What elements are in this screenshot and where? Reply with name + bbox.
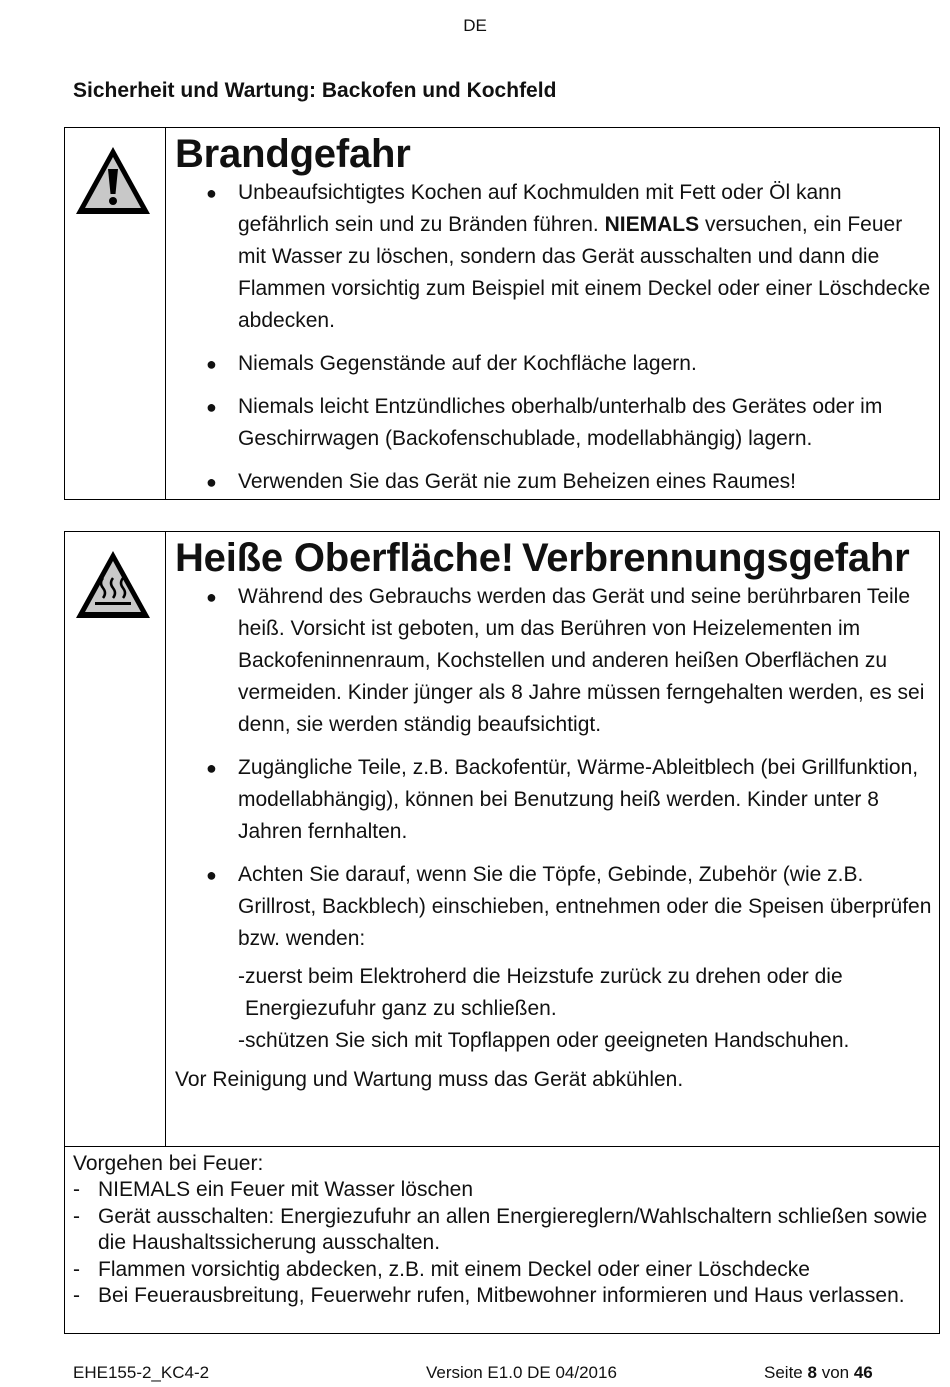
warning-triangle-icon [73, 144, 153, 218]
list-item: ● Unbeaufsichtigtes Kochen auf Kochmulden mit Fett oder Öl kann gefährlich sein und zu Bränden führen. NIEMALS versuchen, ein Feuer mit Wasser zu löschen, sondern das Gerät ausschalten und dann die Flammen vorsichtig zum Beispiel mit einem Deckel oder einer Löschdecke abdecken. [206, 181, 931, 332]
list-item: - NIEMALS ein Feuer mit Wasser löschen [73, 1178, 474, 1201]
list-item: ● Verwenden Sie das Gerät nie zum Beheizen eines Raumes! [206, 470, 796, 493]
fire-hazard-content [175, 128, 935, 509]
icon-column [65, 532, 166, 1146]
list-item: - Flammen vorsichtig abdecken, z.B. mit einem Deckel oder einer Löschdecke [73, 1257, 810, 1281]
section-title: Sicherheit und Wartung: Backofen und Kochfeld [73, 79, 557, 102]
hot-surface-heading: Heiße Oberfläche! Verbrennungsgefahr [175, 536, 910, 580]
fire-hazard-box [64, 127, 940, 500]
fire-procedure-list [73, 1177, 931, 1310]
hot-surface-list [175, 581, 935, 955]
fire-hazard-heading: Brandgefahr [175, 132, 411, 176]
language-code: DE [463, 16, 487, 35]
fire-hazard-list [175, 177, 935, 498]
list-item: ● Niemals Gegenstände auf der Kochfläche lagern. [206, 352, 697, 375]
list-item: - Bei Feuerausbreitung, Feuerwehr rufen, Mitbewohner informieren und Haus verlassen. [73, 1284, 905, 1307]
footer-version: Version E1.0 DE 04/2016 [426, 1363, 617, 1382]
list-item: ● Zugängliche Teile, z.B. Backofentür, Wärme-Ableitblech (bei Grillfunktion, modellabhängig), können bei Benutzung heiß werden. Kinder unter 8 Jahren fernhalten. [206, 756, 919, 843]
list-item: - Gerät ausschalten: Energiezufuhr an allen Energiereglern/Wahlschaltern schließen sowie die Haushaltssicherung ausschalten. [73, 1204, 928, 1254]
fire-procedure-title: Vorgehen bei Feuer: [73, 1152, 264, 1175]
fire-procedure [65, 1146, 939, 1310]
hot-surface-box [64, 531, 940, 1334]
hot-surface-content [175, 532, 935, 1096]
list-item: ● Während des Gebrauchs werden das Gerät und seine berührbaren Teile heiß. Vorsicht ist geboten, um das Berühren von Heizelementen im Backofeninnenraum, Kochstellen und anderen heißen Oberflächen zu vermeiden. Kinder jünger als 8 Jahre müssen ferngehalten werden, es sei denn, sie werden ständig beaufsichtigt. [206, 585, 925, 736]
list-item: ● Niemals leicht Entzündliches oberhalb/unterhalb des Gerätes oder im Geschirrwagen (Backofenschublade, modellabhängig) lagern. [206, 395, 883, 450]
icon-column [65, 128, 166, 499]
heating-note: -zuerst beim Elektroherd die Heizstufe zurück zu drehen oder die Energiezufuhr ganz zu schließen. -schützen Sie sich mit Topflappen oder geeigneten Handschuhen. [238, 965, 850, 1052]
cooling-note: Vor Reinigung und Wartung muss das Gerät abkühlen. [175, 1068, 684, 1091]
list-item: ● Achten Sie darauf, wenn Sie die Töpfe, Gebinde, Zubehör (wie z.B. Grillrost, Backblech) einschieben, entnehmen oder die Speisen überprüfen bzw. wenden: [206, 863, 932, 950]
hot-surface-icon [73, 548, 153, 622]
footer-page: Seite 8 von 46 [764, 1363, 873, 1382]
footer-model: EHE155-2_KC4-2 [73, 1363, 210, 1382]
